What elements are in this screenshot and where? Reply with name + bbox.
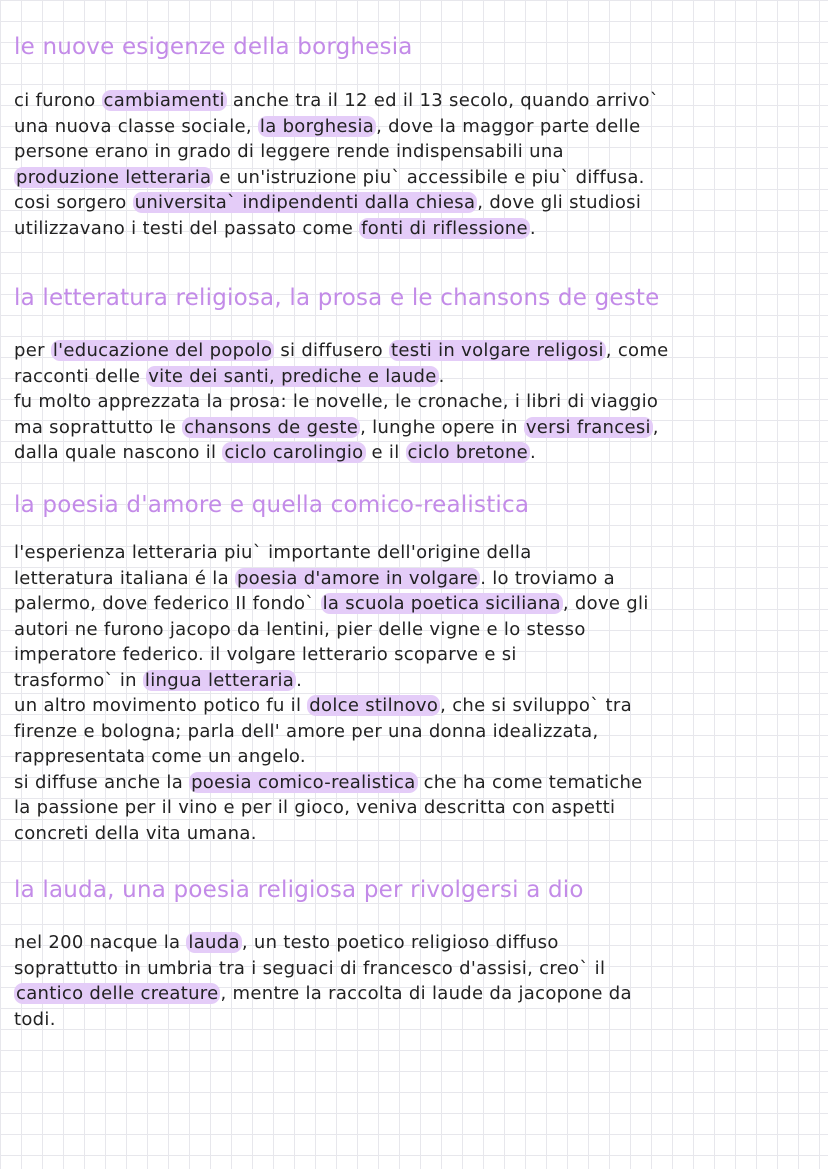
highlighted-text: lingua letteraria [144,669,295,691]
text-segment: la passione per il vino e per il gioco, veniva descritta con aspetti [14,797,616,818]
text-segment: , lunghe opere in [360,416,524,438]
text-segment: trasformo` in [14,669,143,691]
text-segment: todi. [14,1008,56,1030]
text-segment: si diffusero [274,340,390,361]
text-line [14,88,814,114]
text-segment: imperatore federico. il volgare letterario scoparve e si [14,644,517,665]
text-line [14,770,814,796]
text-segment: , come [605,340,669,361]
text-line [14,139,814,165]
highlighted-text: universita` indipendenti dalla chiesa [134,192,476,213]
text-line [14,540,814,566]
highlighted-text: lauda [188,932,240,953]
text-segment: fu molto apprezzata la prosa: le novelle, le cronache, i libri di viaggio [14,391,659,412]
text-segment: utilizzavano i testi del passato come [14,217,360,239]
text-line [14,415,814,441]
text-segment: una nuova classe sociale, [14,115,258,137]
text-segment: . lo troviamo a [480,567,615,589]
highlighted-text: ciclo bretone [407,442,529,463]
text-line [14,114,814,140]
text-segment: anche tra il 12 ed il 13 secolo, quando arrivo` [226,90,660,111]
text-segment: ci furono [14,90,102,111]
text-segment: soprattutto in umbria tra i seguaci di francesco d'assisi, creo` il [14,957,606,979]
text-line [14,795,814,821]
text-line [14,668,814,694]
section-title: la lauda, una poesia religiosa per rivolgersi a dio [14,877,584,903]
section-body [14,338,814,466]
text-segment: cosi sorgero [14,192,133,213]
text-segment: che ha come tematiche [417,771,643,793]
section-body [14,88,814,241]
text-segment: palermo, dove federico II fondo` [14,593,321,614]
highlighted-text: dolce stilnovo [309,695,439,716]
text-segment: e il [365,442,406,463]
highlighted-text: produzione letteraria [16,166,212,188]
text-segment: nel 200 nacque la [14,932,187,953]
highlighted-text: poesia comico-realistica [191,771,416,793]
text-segment: letteratura italiana é la [14,567,235,589]
highlighted-text: ciclo carolingio [224,442,364,463]
text-line [14,190,814,216]
text-line [14,956,814,982]
text-segment: per [14,340,51,361]
text-segment: persone erano in grado di leggere rende indispensabili una [14,141,564,162]
section-title: la poesia d'amore e quella comico-realistica [14,492,530,518]
highlighted-text: versi francesi [525,416,651,438]
text-segment: , dove la maggor parte delle [376,115,641,137]
text-line [14,981,814,1007]
section-title: le nuove esigenze della borghesia [14,34,413,60]
text-line [14,1007,814,1033]
text-segment: dalla quale nascono il [14,442,223,463]
section-body [14,930,814,1032]
text-line [14,930,814,956]
text-line [14,719,814,745]
text-segment: . [438,365,445,387]
highlighted-text: la borghesia [259,115,375,137]
text-segment: , [652,416,659,438]
text-segment: e un'istruzione piu` accessibile e piu` diffusa. [213,166,645,188]
text-segment: . [296,669,303,691]
highlighted-text: cantico delle creature [16,983,219,1004]
text-segment: l'esperienza letteraria piu` importante dell'origine della [14,542,532,563]
highlighted-text: cambiamenti [103,90,225,111]
highlighted-text: chansons de geste [184,416,359,438]
text-line [14,389,814,415]
text-line [14,364,814,390]
text-line [14,642,814,668]
text-line [14,440,814,466]
text-segment: , dove gli [562,593,649,614]
text-line [14,693,814,719]
text-line [14,617,814,643]
text-segment: , che si sviluppo` tra [440,695,632,716]
highlighted-text: poesia d'amore in volgare [236,567,479,589]
text-segment: . [529,217,536,239]
text-line [14,566,814,592]
text-line [14,338,814,364]
text-segment: . [530,442,537,463]
text-segment: , mentre la raccolta di laude da jacopone da [220,983,632,1004]
highlighted-text: la scuola poetica siciliana [322,593,561,614]
text-segment: , un testo poetico religioso diffuso [241,932,559,953]
text-line [14,591,814,617]
section-title: la letteratura religiosa, la prosa e le chansons de geste [14,285,660,311]
section-body [14,540,814,846]
highlighted-text: l'educazione del popolo [52,340,273,361]
text-segment: un altro movimento potico fu il [14,695,308,716]
text-segment: rappresentata come un angelo. [14,746,306,767]
text-line [14,216,814,242]
text-segment: concreti della vita umana. [14,822,257,844]
text-segment: ma soprattutto le [14,416,183,438]
text-line [14,744,814,770]
highlighted-text: vite dei santi, prediche e laude [148,365,437,387]
text-line [14,165,814,191]
text-segment: firenze e bologna; parla dell' amore per una donna idealizzata, [14,720,599,742]
text-line [14,821,814,847]
text-segment: , dove gli studiosi [477,192,642,213]
highlighted-text: testi in volgare religosi [391,340,604,361]
text-segment: racconti delle [14,365,147,387]
highlighted-text: fonti di riflessione [361,217,528,239]
text-segment: autori ne furono jacopo da lentini, pier delle vigne e lo stesso [14,618,586,640]
text-segment: si diffuse anche la [14,771,190,793]
